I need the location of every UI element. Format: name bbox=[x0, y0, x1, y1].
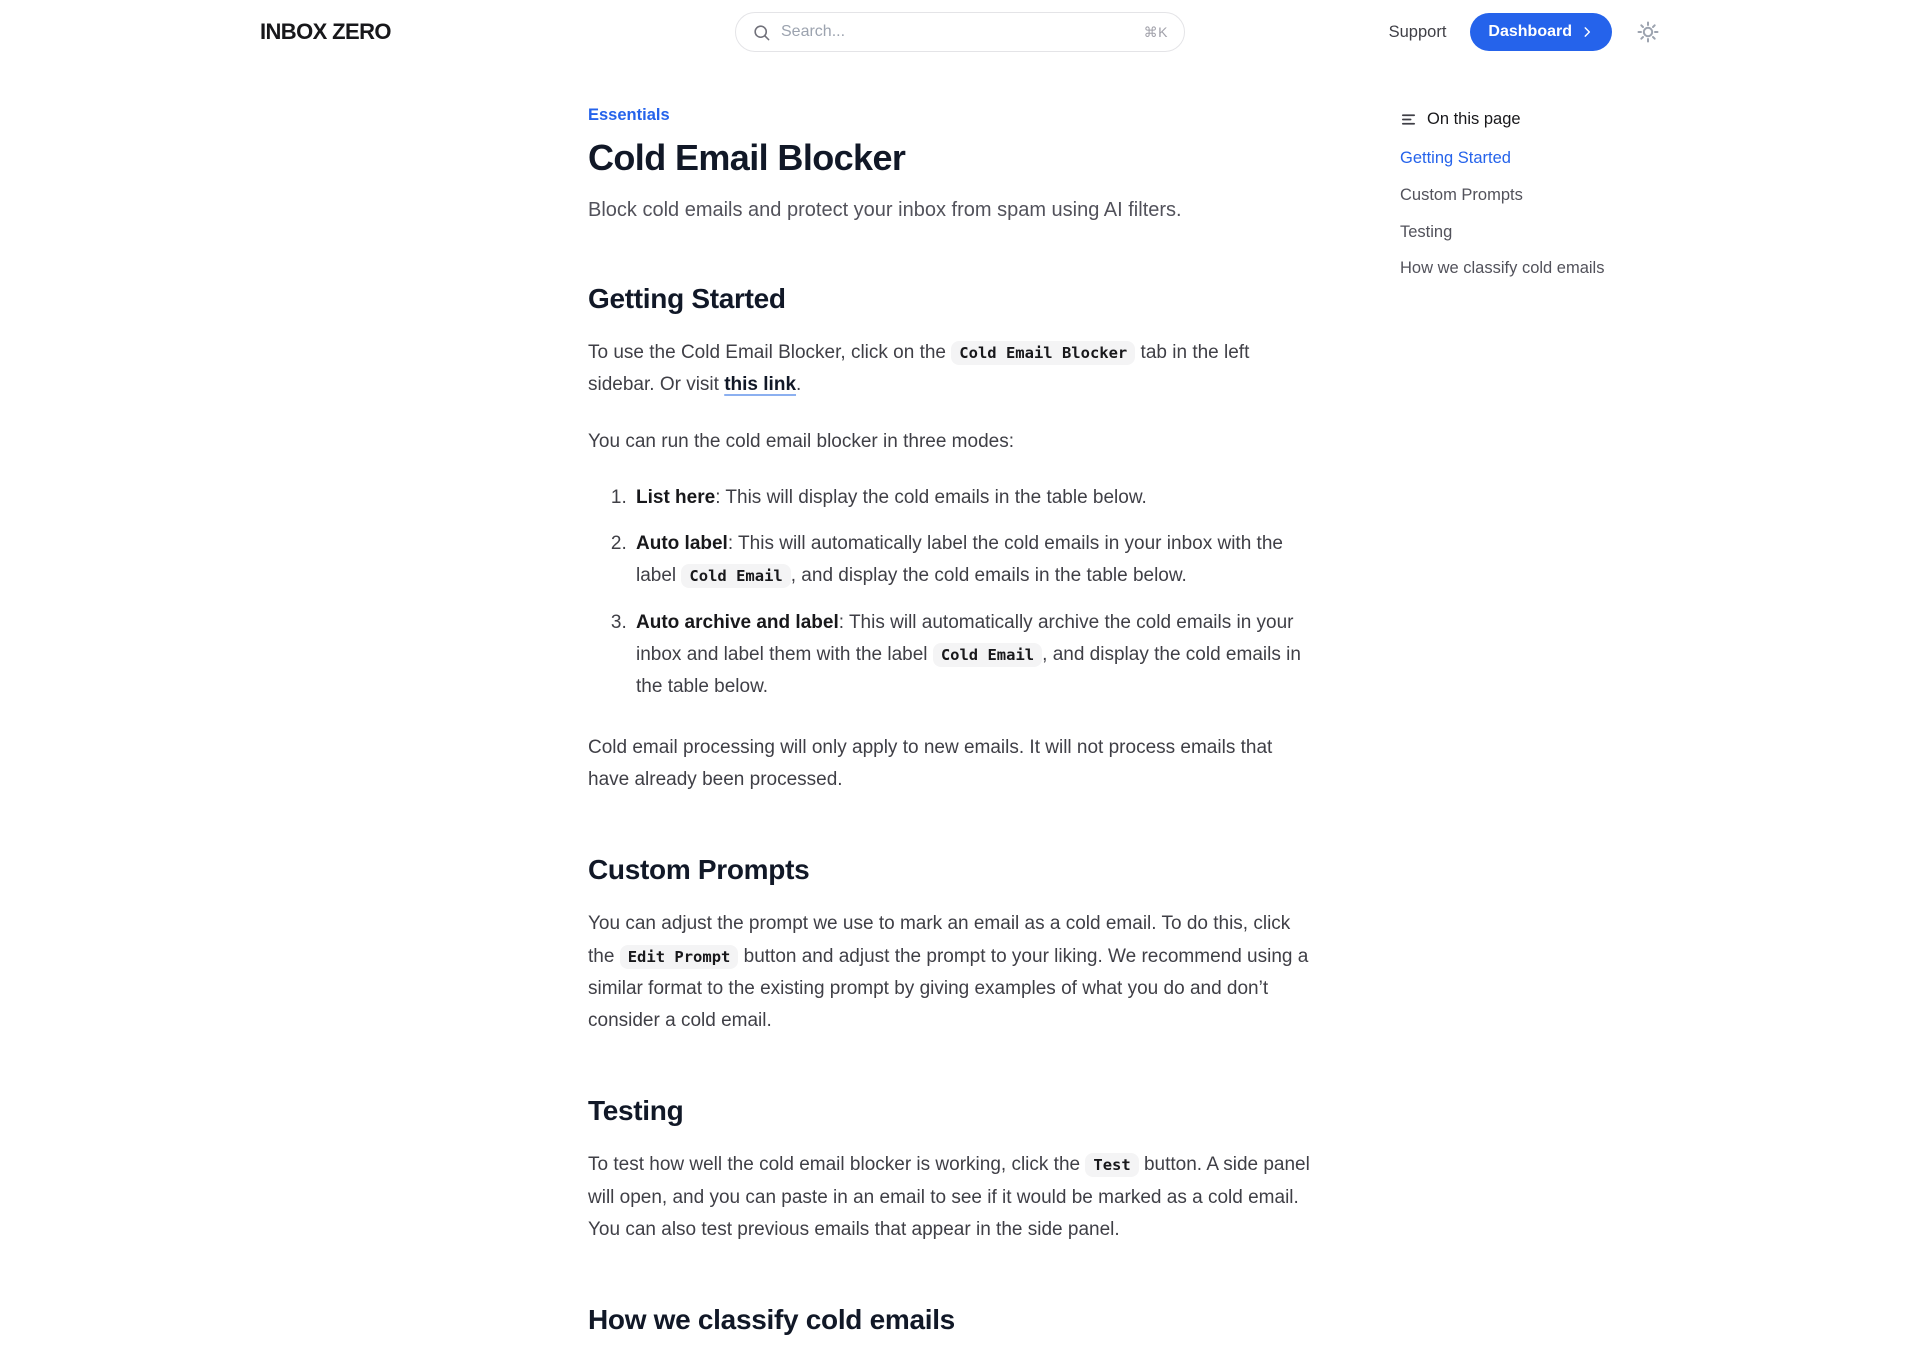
section-heading: How we classify cold emails bbox=[588, 1304, 955, 1336]
search-shortcut: ⌘K bbox=[1143, 23, 1168, 40]
paragraph: You can run the cold email blocker in three modes: bbox=[588, 430, 1014, 452]
list-item: 2. Auto label: This will automatically label the cold emails in your inbox with the label Cold Email , and display the cold emails in the table below. bbox=[632, 528, 1310, 593]
toc-icon bbox=[1400, 111, 1417, 128]
bold-text: Auto label bbox=[636, 533, 728, 555]
paragraph: To test how well the cold email blocker is working, click the Test button. A side panel will open, and you can paste in an email to see if it would be marked as a cold email. You can also test previous emails that appear in the side panel. bbox=[588, 1154, 1310, 1241]
toc-item-1[interactable]: Custom Prompts bbox=[1400, 185, 1523, 204]
page-subtitle: Block cold emails and protect your inbox from spam using AI filters. bbox=[588, 199, 1182, 221]
theme-toggle-button[interactable] bbox=[1636, 20, 1660, 44]
logo[interactable]: INBOX ZERO bbox=[260, 19, 391, 44]
inline-code: Cold Email bbox=[933, 643, 1042, 667]
article bbox=[588, 106, 1310, 1358]
section-heading: Custom Prompts bbox=[588, 854, 810, 886]
bold-text: List here bbox=[636, 486, 716, 508]
inline-link[interactable]: this link bbox=[724, 374, 797, 396]
support-link[interactable]: Support bbox=[1388, 22, 1447, 41]
section-heading: Testing bbox=[588, 1095, 684, 1127]
search-bar[interactable] bbox=[735, 12, 1185, 52]
toc-item-3[interactable]: How we classify cold emails bbox=[1400, 259, 1605, 278]
toc-item-0[interactable]: Getting Started bbox=[1400, 149, 1511, 167]
inline-code: Test bbox=[1085, 1153, 1138, 1177]
paragraph: You can adjust the prompt we use to mark an email as a cold email. To do this, click the Edit Prompt button and adjust the prompt to your liking. We recommend using a similar format to the existing prompt by giving examples of what you do and don’t consider a cold email. bbox=[588, 913, 1309, 1032]
inline-code: Cold Email Blocker bbox=[951, 341, 1135, 365]
toc-item-2[interactable]: Testing bbox=[1400, 222, 1453, 241]
bold-text: Auto archive and label bbox=[636, 611, 839, 633]
page-title: Cold Email Blocker bbox=[588, 137, 906, 178]
sun-icon bbox=[1636, 20, 1660, 44]
section-heading: Getting Started bbox=[588, 283, 786, 314]
search-icon bbox=[752, 23, 771, 42]
breadcrumb[interactable]: Essentials bbox=[588, 106, 670, 124]
paragraph: To use the Cold Email Blocker, click on the Cold Email Blocker tab in the left sidebar. Or visit this link. bbox=[588, 342, 1250, 396]
dashboard-button-label: Dashboard bbox=[1488, 23, 1572, 40]
paragraph: Cold email processing will only apply to new emails. It will not process emails that have already been processed. bbox=[588, 736, 1273, 790]
list-item: 3. Auto archive and label: This will automatically archive the cold emails in your inbox and label them with the label Cold Email , and display the cold emails in the table below. bbox=[632, 607, 1310, 704]
chevron-right-icon bbox=[1580, 25, 1594, 39]
on-this-page-panel bbox=[1400, 106, 1660, 1358]
modes-list bbox=[588, 482, 1310, 704]
article-body bbox=[588, 283, 1310, 1336]
toc-list bbox=[1400, 149, 1660, 279]
toc-title: On this page bbox=[1427, 110, 1521, 128]
search-input[interactable] bbox=[781, 23, 1134, 41]
inline-code: Edit Prompt bbox=[620, 945, 739, 969]
list-item: 1. List here: This will display the cold emails in the table below. bbox=[632, 482, 1310, 514]
dashboard-button[interactable] bbox=[1470, 13, 1612, 51]
inline-code: Cold Email bbox=[681, 564, 790, 588]
top-navigation bbox=[0, 0, 1920, 64]
